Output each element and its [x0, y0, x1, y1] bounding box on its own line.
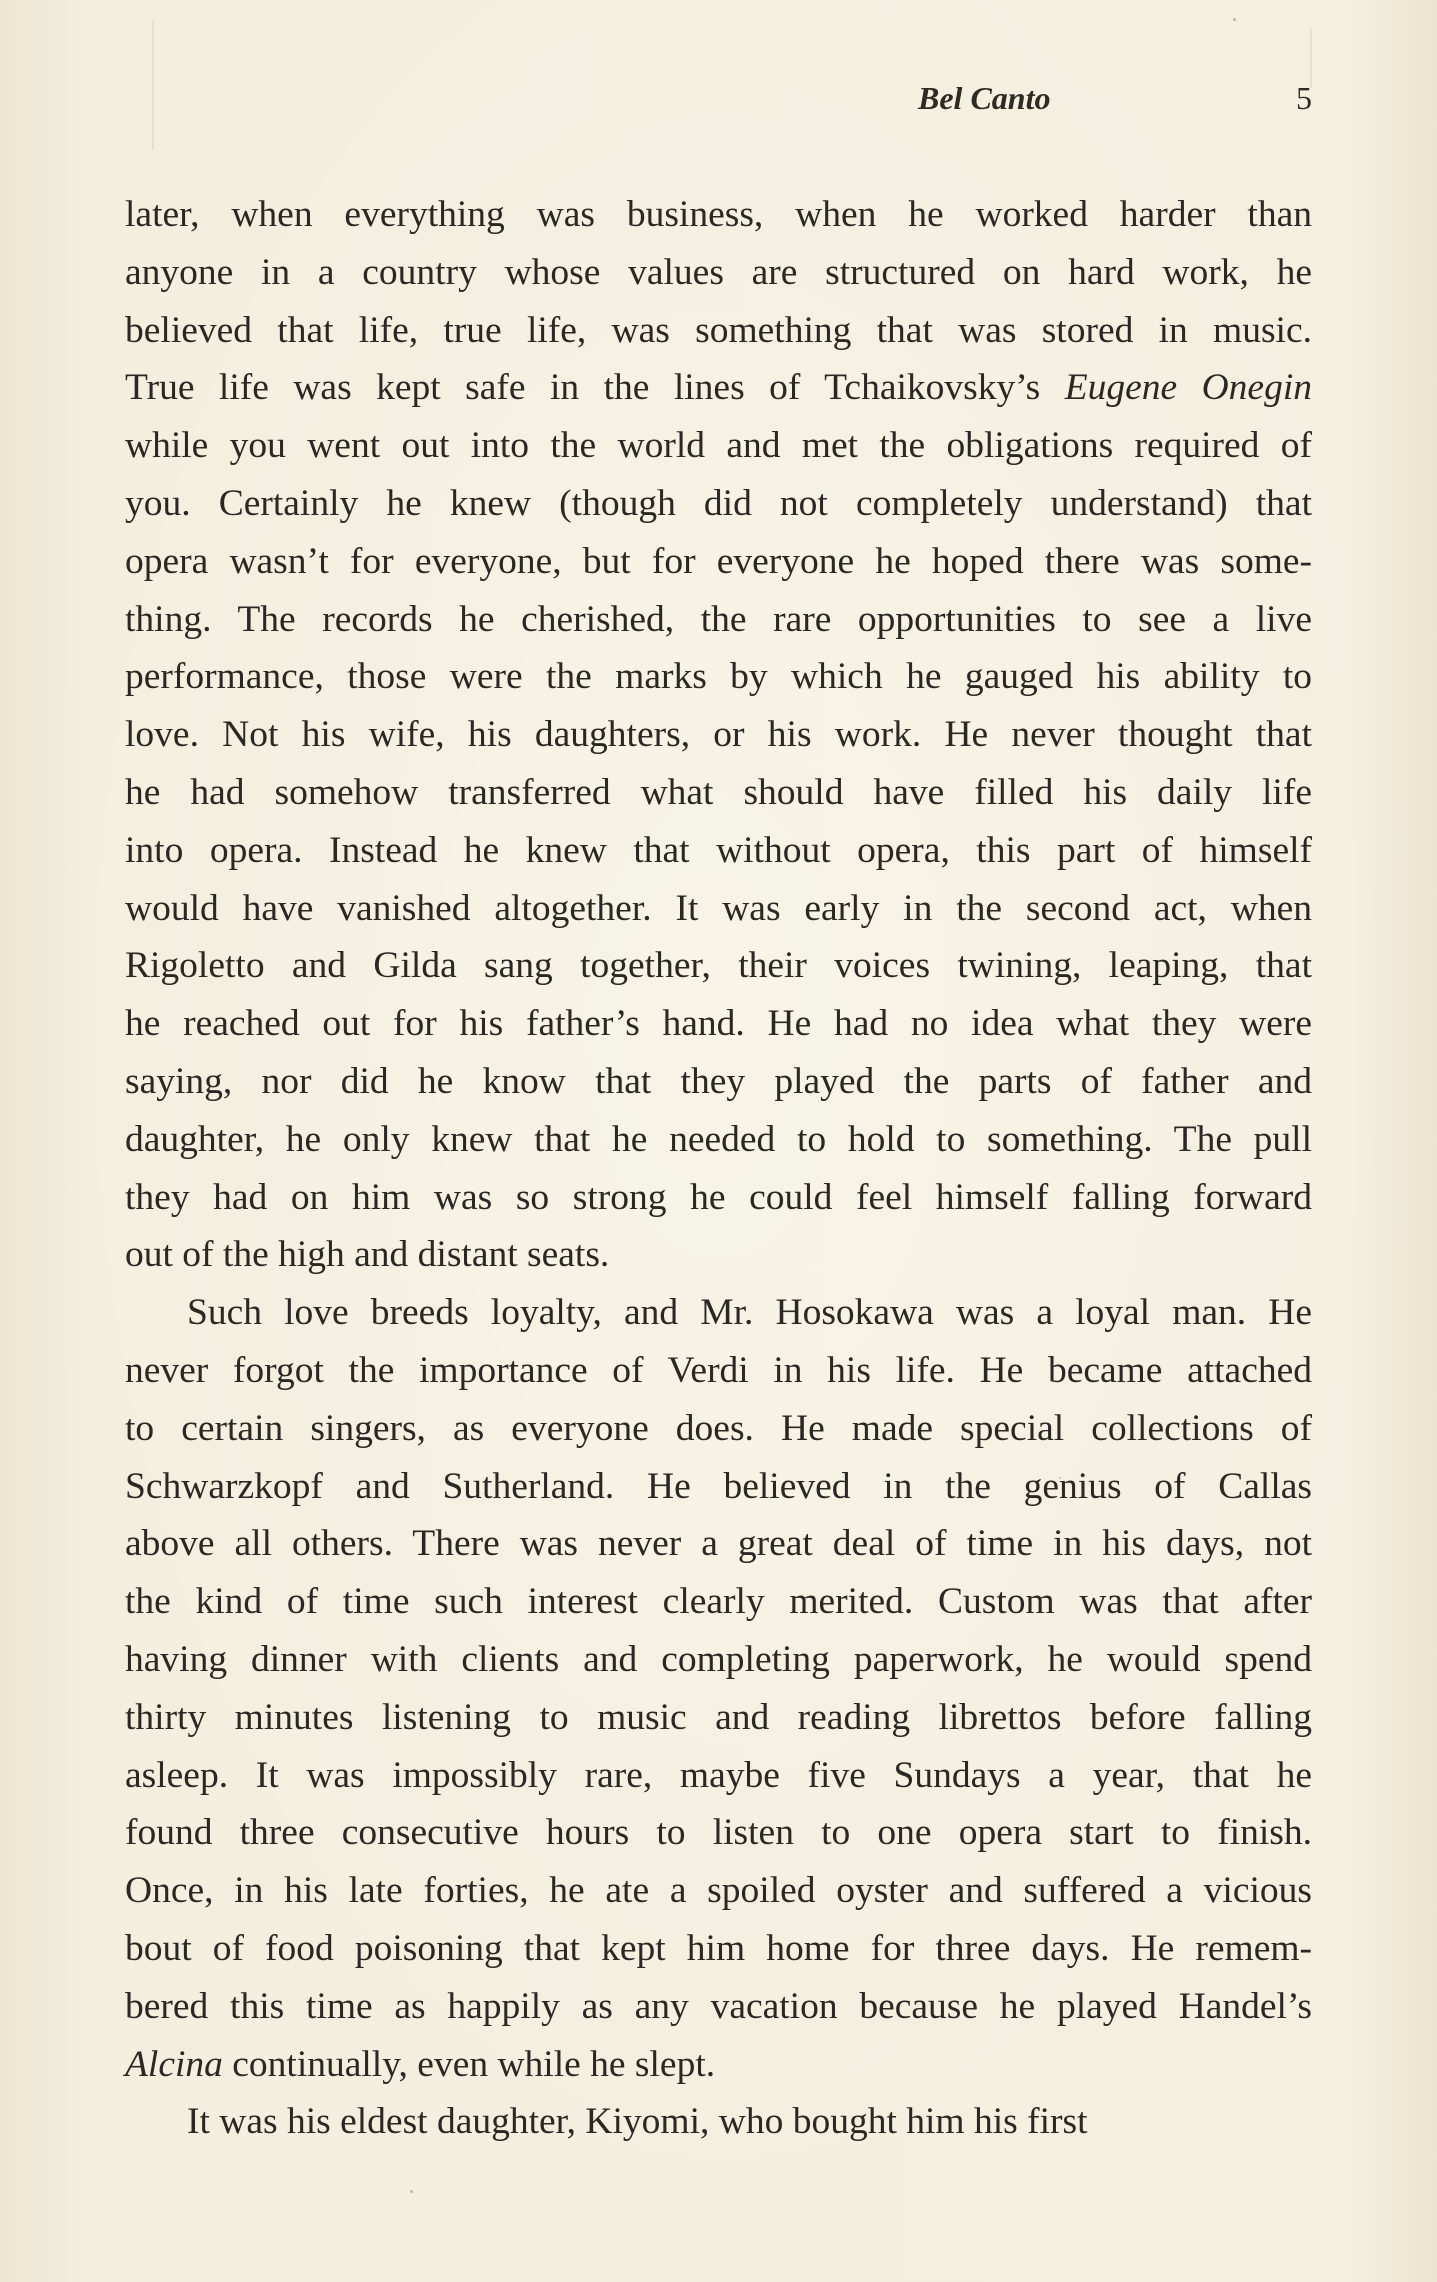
paragraph	[125, 1284, 1312, 2093]
text-line: love. Not his wife, his daughters, or his work. He never thought that	[125, 714, 1312, 756]
text-line: never forgot the importance of Verdi in his life. He became attached	[125, 1349, 1312, 1391]
text-line: Once, in his late forties, he ate a spoiled oyster and suffered a vicious	[125, 1870, 1312, 1912]
text-line: found three consecutive hours to listen to one opera start to finish.	[125, 1812, 1312, 1854]
paper-speck	[1059, 1477, 1061, 1479]
text-line: bered this time as happily as any vacation because he played Handel’s	[125, 1985, 1312, 2027]
text-line: It was his eldest daughter, Kiyomi, who bought him his first	[187, 2101, 1088, 2143]
running-head	[125, 76, 1312, 120]
text-line: bout of food poisoning that kept him home for three days. He remem-	[125, 1927, 1312, 1969]
running-title: Bel Canto	[918, 80, 1051, 116]
text-line: you. Certainly he knew (though did not completely understand) that	[125, 482, 1312, 524]
text-line: they had on him was so strong he could feel himself falling forward	[125, 1176, 1312, 1218]
text-line: saying, nor did he know that they played the parts of father and	[125, 1060, 1312, 1102]
text-line: out of the high and distant seats.	[125, 1234, 610, 1276]
page-number: 5	[1296, 80, 1312, 116]
body-text	[125, 186, 1312, 2151]
text-line	[125, 2036, 1312, 2094]
italic-title: Alcina	[125, 2043, 223, 2085]
text-line: asleep. It was impossibly rare, maybe five Sundays a year, that he	[125, 1754, 1312, 1796]
text-line: thing. The records he cherished, the rare opportunities to see a live	[125, 598, 1312, 640]
text-line: the kind of time such interest clearly merited. Custom was that after	[125, 1581, 1312, 1623]
text-line: performance, those were the marks by which he gauged his ability to	[125, 656, 1312, 698]
paper-crease	[1310, 28, 1312, 88]
text-line: to certain singers, as everyone does. He made special collections of	[125, 1407, 1312, 1449]
paper-crease	[152, 20, 154, 150]
text-line: thirty minutes listening to music and reading librettos before falling	[125, 1696, 1312, 1738]
text-line	[125, 359, 1312, 417]
text-line: would have vanished altogether. It was early in the second act, when	[125, 887, 1312, 929]
paper-speck	[1233, 18, 1236, 21]
paragraph	[125, 2093, 1312, 2151]
paragraph	[125, 186, 1312, 1284]
text-line: he had somehow transferred what should have filled his daily life	[125, 771, 1312, 813]
text-line: anyone in a country whose values are structured on hard work, he	[125, 251, 1312, 293]
text-segment: continually, even while he slept.	[222, 2043, 716, 2085]
text-line: Rigoletto and Gilda sang together, their voices twining, leaping, that	[125, 945, 1312, 987]
text-line: above all others. There was never a great deal of time in his days, not	[125, 1523, 1312, 1565]
text-line: Schwarzkopf and Sutherland. He believed in the genius of Callas	[125, 1465, 1312, 1507]
text-line: he reached out for his father’s hand. He had no idea what they were	[125, 1003, 1312, 1045]
text-line: into opera. Instead he knew that without opera, this part of himself	[125, 829, 1312, 871]
paper-speck	[410, 2190, 413, 2193]
text-line: daughter, he only knew that he needed to hold to something. The pull	[125, 1118, 1312, 1160]
text-line: opera wasn’t for everyone, but for everyone he hoped there was some-	[125, 540, 1312, 582]
text-line: believed that life, true life, was something that was stored in music.	[125, 309, 1312, 351]
text-line: Such love breeds loyalty, and Mr. Hosokawa was a loyal man. He	[187, 1292, 1312, 1334]
text-line: having dinner with clients and completing paperwork, he would spend	[125, 1638, 1312, 1680]
text-segment: True life was kept safe in the lines of Tchaikovsky’s	[125, 367, 1065, 409]
text-line: later, when everything was business, when he worked harder than	[125, 194, 1312, 235]
text-line: while you went out into the world and met the obligations required of	[125, 425, 1312, 467]
italic-title: Eugene Onegin	[1064, 367, 1312, 409]
